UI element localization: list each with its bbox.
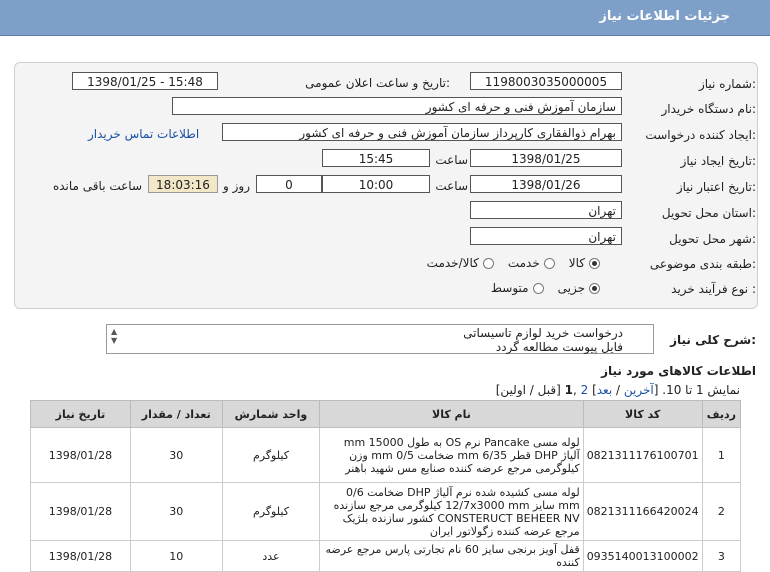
scroll-arrows-icon[interactable]: ▲ ▼ bbox=[111, 327, 118, 345]
created-time-field: 15:45 bbox=[322, 149, 430, 167]
category-goods-service-radio[interactable]: کالا/خدمت bbox=[427, 256, 494, 270]
creator-label: ایجاد کننده درخواست: bbox=[645, 128, 756, 142]
table-row: 3 0935140013100002 قفل آویز برنجی سایز 60 نام تجارتی پارس مرجع عرضه کننده عدد 10 1398/01/28 bbox=[31, 541, 741, 572]
category-label: طبقه بندی موضوعی: bbox=[649, 257, 756, 271]
table-row: 1 0821311176100701 لوله مسی Pancake نرم OS به طول 15000 mm آلیاژ DHP قطر 6/35 mm ضخامت 0/5 mm وزن کیلوگرمی مرجع عرضه کننده صنایع مس شهید باهنر کیلوگرم 30 1398/01/28 bbox=[31, 428, 741, 483]
valid-time-field: 10:00 bbox=[322, 175, 430, 193]
radio-icon bbox=[533, 283, 544, 294]
remaining-time: 18:03:16 bbox=[148, 175, 218, 193]
purchase-minor-radio[interactable]: جزیی bbox=[558, 281, 600, 295]
radio-icon bbox=[544, 258, 555, 269]
buyer-org-label: نام دستگاه خریدار: bbox=[661, 102, 756, 116]
need-number-label: شماره نیاز: bbox=[698, 77, 756, 91]
col-qty: تعداد / مقدار bbox=[130, 401, 222, 428]
description-label: شرح کلی نیاز: bbox=[670, 333, 756, 347]
purchase-medium-radio[interactable]: متوسط bbox=[491, 281, 544, 295]
city-field: تهران bbox=[470, 227, 622, 245]
page-header bbox=[0, 0, 770, 36]
pager-next-link[interactable]: بعد bbox=[596, 383, 613, 397]
goods-table bbox=[30, 400, 741, 572]
city-label: شهر محل تحویل: bbox=[669, 232, 756, 246]
contact-buyer-link[interactable]: اطلاعات تماس خریدار bbox=[88, 127, 200, 141]
table-header-row bbox=[31, 401, 741, 428]
col-index: ردیف bbox=[702, 401, 740, 428]
description-textarea[interactable] bbox=[106, 324, 654, 354]
announce-label: تاریخ و ساعت اعلان عمومی: bbox=[305, 76, 450, 90]
need-number-field: 1198003035000005 bbox=[470, 72, 622, 90]
valid-date-field: 1398/01/26 bbox=[470, 175, 622, 193]
description-line-2: فایل پیوست مطالعه گردد bbox=[495, 340, 623, 354]
radio-selected-icon bbox=[589, 258, 600, 269]
remaining-label: ساعت باقی مانده bbox=[52, 179, 142, 193]
col-unit: واحد شمارش bbox=[222, 401, 320, 428]
col-code: کد کالا bbox=[583, 401, 702, 428]
col-date: تاریخ نیاز bbox=[31, 401, 131, 428]
days-label: روز و bbox=[223, 179, 250, 193]
pager-last-link[interactable]: آخرین bbox=[623, 383, 654, 397]
radio-icon bbox=[483, 258, 494, 269]
valid-date-label: تاریخ اعتبار نیاز: bbox=[676, 180, 756, 194]
category-radio-group bbox=[427, 256, 600, 270]
purchase-type-label: نوع فرآیند خرید : bbox=[671, 282, 756, 296]
radio-selected-icon bbox=[589, 283, 600, 294]
created-time-label: ساعت bbox=[435, 153, 468, 167]
table-row: 2 0821311166420024 لوله مسی کشیده شده نرم آلیاژ DHP ضخامت 0/6 mm سایز 12/7x3000 mm کیلوگرمی مرجع سازنده CONSTERUCT BEHEER NV کشور سازنده بلژیک مرجع عرضه کننده زگولاتور ایران کیلوگرم 30 1398/01/28 bbox=[31, 483, 741, 541]
pagination: نمایش 1 تا 10. [آخرین / بعد] 2 ,1 [قبل / اولین] bbox=[495, 383, 740, 397]
buyer-org-field: سازمان آموزش فنی و حرفه ای کشور bbox=[172, 97, 622, 115]
pager-page-2[interactable]: 2 bbox=[580, 383, 589, 397]
description-line-1: درخواست خرید لوازم تاسیساتی bbox=[463, 326, 623, 340]
days-field: 0 bbox=[256, 175, 322, 193]
province-label: استان محل تحویل: bbox=[661, 206, 756, 220]
province-field: تهران bbox=[470, 201, 622, 219]
goods-section-title: اطلاعات کالاهای مورد نیاز bbox=[601, 364, 756, 378]
col-name: نام کالا bbox=[320, 401, 583, 428]
page-title: جزئیات اطلاعات نیاز bbox=[599, 9, 730, 24]
announce-field: 1398/01/25 - 15:48 bbox=[72, 72, 218, 90]
pager-prev-first: [قبل / اولین] bbox=[495, 383, 561, 397]
category-service-radio[interactable]: خدمت bbox=[508, 256, 555, 270]
valid-time-label: ساعت bbox=[435, 179, 468, 193]
creator-field: بهرام ذوالفقاری کارپرداز سازمان آموزش فنی و حرفه ای کشور bbox=[222, 123, 622, 141]
category-goods-radio[interactable]: کالا bbox=[569, 256, 600, 270]
pager-page-1: 1 bbox=[564, 383, 573, 397]
created-date-field: 1398/01/25 bbox=[470, 149, 622, 167]
created-date-label: تاریخ ایجاد نیاز: bbox=[680, 154, 756, 168]
purchase-type-radio-group bbox=[491, 281, 600, 295]
